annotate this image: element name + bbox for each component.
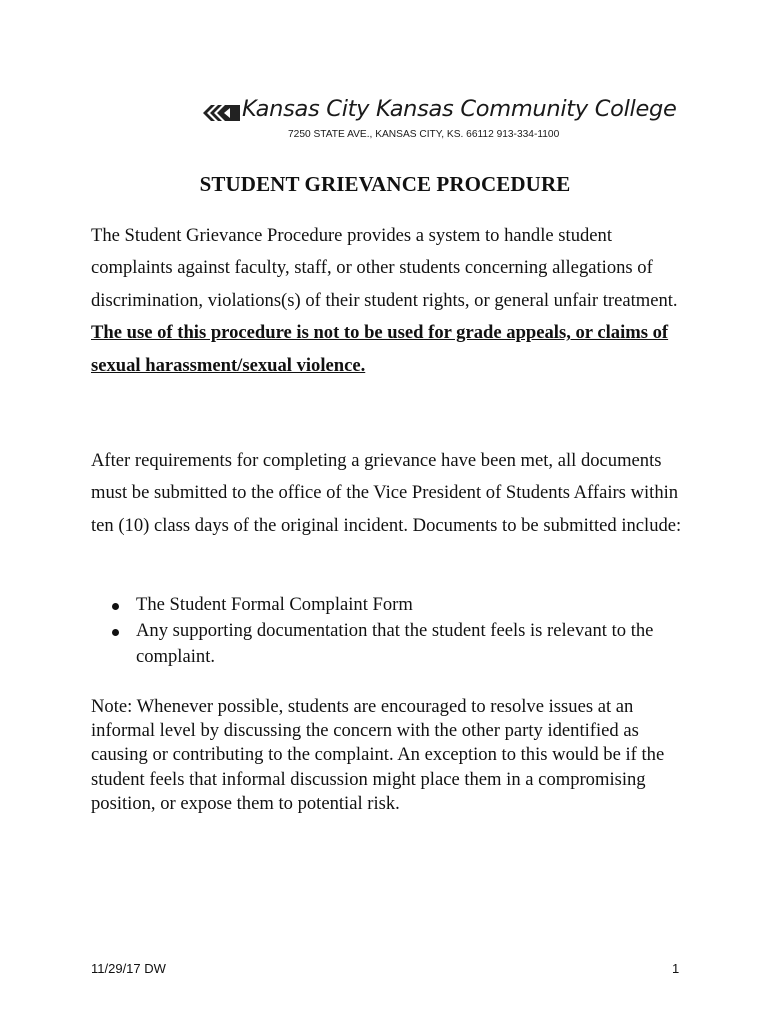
bullet-icon bbox=[112, 629, 119, 636]
intro-text: The Student Grievance Procedure provides a system to handle student complaints against faculty, staff, or other students concerning allegations of discrimination, violations(s) of their student rights, or general unfair treatment. bbox=[91, 225, 678, 311]
list-item-text: The Student Formal Complaint Form bbox=[136, 594, 413, 615]
footer-date: 11/29/17 DW bbox=[91, 961, 166, 976]
list-item bbox=[91, 618, 681, 670]
list-item bbox=[91, 592, 681, 618]
document-title: STUDENT GRIEVANCE PROCEDURE bbox=[199, 172, 571, 196]
note-paragraph: Note: Whenever possible, students are encouraged to resolve issues at an informal level by discussing the concern with the other party identified as causing or contributing to the complaint. An exception to this would be if the student feels that informal discussion might place them in a compromising position, or expose them to potential risk. bbox=[91, 696, 665, 814]
college-address: 7250 STATE AVE., KANSAS CITY, KS. 66112 913-334-1100 bbox=[288, 129, 560, 140]
bullet-icon bbox=[112, 603, 119, 610]
submission-paragraph: After requirements for completing a grievance have been met, all documents must be submitted to the office of the Vice President of Students Affairs within ten (10) class days of the original incident. Documents to be submitted include: bbox=[91, 450, 682, 536]
documents-list bbox=[91, 592, 681, 670]
list-item-text: Any supporting documentation that the student feels is relevant to the complaint. bbox=[136, 620, 654, 667]
intro-emphasis: The use of this procedure is not to be used for grade appeals, or claims of sexual harassment/sexual violence. bbox=[91, 322, 669, 376]
college-header bbox=[200, 96, 677, 150]
intro-paragraph bbox=[91, 220, 691, 382]
college-name: Kansas City Kansas Community College bbox=[242, 96, 677, 122]
kckcc-chevron-logo-icon bbox=[202, 102, 240, 124]
page-number: 1 bbox=[672, 961, 680, 976]
